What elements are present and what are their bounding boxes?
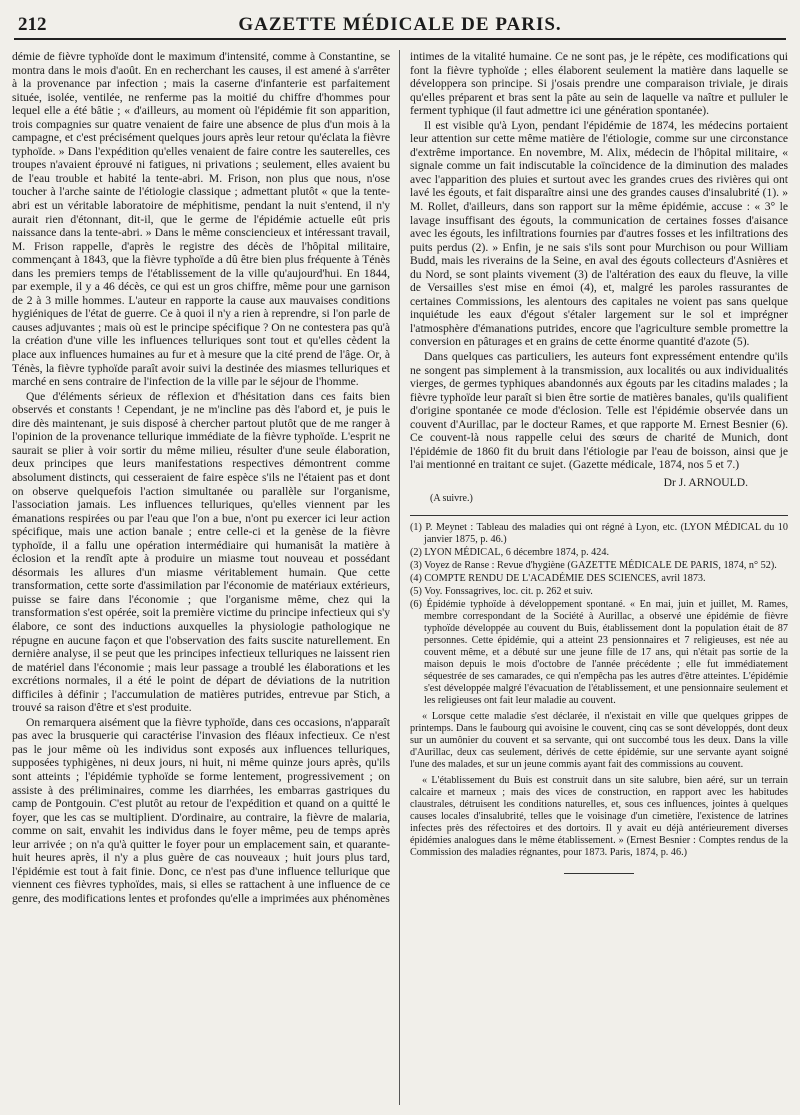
page-header <box>14 12 786 40</box>
paragraph: Il est visible qu'à Lyon, pendant l'épidémie de 1874, les médecins portaient leur attention sur cette même matière de l'étiologie, comme sur une circonstance d'extrême importance. En novembre, M. Alix, médecin de l'hôpital militaire, « signale comme un fait indiscutable la coïncidence de la diminution des malades avec l'apparition des pluies et surtout avec les grandes crues des rivières qui ont lavé les égouts, et fait disparaître ainsi une des grandes causes d'insalubrité (1). » M. Rollet, d'ailleurs, dans son rapport sur la même épidémie, accuse : « 3° le lavage insuffisant des égouts, la communication de certaines fosses d'aisance avec les égouts, les infiltrations fournies par d'autres fosses et les infiltrations des puits perdus (2). » Enfin, je ne sais s'ils sont pour Murchison ou pour William Budd, mais les riverains de la Seine, en aval des égouts collecteurs d'Asnières et du Nord, se sont plaints vivement (3) de l'altération des eaux du fleuve, la ville de Versailles s'est mise en émoi (4), et, malgré les paroles rassurantes de certaines Commissions, les alentours des capitales ne voient pas sans quelque inquiétude les eaux d'égout s'étaler largement sur le sol et imprégner l'atmosphère d'émanations putrides, encore que l'agriculture semble promettre la conversion en pâturages et en grains de cette énorme quantité d'azote (5). <box>410 118 788 349</box>
column-divider <box>399 50 400 1105</box>
paragraph: On remarquera aisément que la fièvre typhoïde, dans ces occasions, n'apparaît pas avec la brusquerie qui caractérise l'invasion des fléaux infectieux. Ce n'est pas le jour même où les individus sont exposés aux influences telluriques, supposées typhigènes, ni deux jours, ni huit, ni même quinze jours après, qu'ils sont atteints ; l'épidémie typhoïde se forme lentement, progressivement ; on assiste à des préliminaires, comme les diarrhées, les embarras gastriques du camp de Pontgouin. C'est plutôt au retour de l'expédition et quand on a quitté le foyer, que les cas se multiplient. D'ordinaire, au contraire, la fièvre de malaria, comme on sait, envahit les individus dans le foyer même, peu de temps après leur arrivée ; on n'a qu'à quitter le foyer pour un emplacement sain, et quarante-huit heures après, il n'y a plus guère de cas nouveaux ; huit jours plus tard, l'épidémie est tout à fait finie. Donc, ce n'est pas d'une influence tellurique que viennent ces fièvres typhoïdes, mais, si elles se rattachent à une influence de ce genre, des modifications lentes et profondes qu'elle a imprimées aux phénomènes <box>12 715 390 905</box>
paragraph: démie de fièvre typhoïde dont le maximum d'intensité, comme à Constantine, se montra dans le mois d'août. En en recherchant les causes, il est amené à s'arrêter à la provenance par infection ; mais la caserne d'infanterie est parfaitement située, isolée, ventilée, ne renferme pas la moitié du chiffre d'hommes pour lequel elle a été bâtie ; « d'ailleurs, au moment où l'épidémie fit son apparition, trois compagnies sur quatre venaient de faire une absence de plus d'un mois à la campagne, et c'est précisément quelques jours après leur retour qu'éclata la fièvre typhoïde. » Dans l'expédition qu'elles venaient de faire contre les sauterelles, ces troupes n'avaient éprouvé ni fatigues, ni privations ; seulement, elles avaient bu de l'eau trouble et habité la tente-abri. M. Frison, non plus que nous, n'ose toucher à l'arche sainte de l'étiologie classique ; admettant plutôt « que la tente-abri est un véritable laboratoire de méphitisme, pendant la nuit s'entend, il n'y aurait rien d'étonnant, dit-il, que le germe de l'épidémie actuelle eût pris naissance dans la tente-abri. » Dans le même consciencieux et intéressant travail, M. Frison rappelle, d'après le registre des décès de l'hôpital militaire, commençant à 1843, que la fièvre typhoïde a dû être bien plus fréquente à Ténès dans les premiers temps de l'établissement de la ville qu'aujourd'hui. En 1844, par exemple, il y a 46 décès, ce qui est un gros chiffre, même pour une garnison de 2 à 3 mille hommes. L'auteur en rapporte la cause aux mauvaises conditions hygiéniques de l'état de guerre. Ce à quoi il n'y a rien à reprendre, si l'on parle de causes adjuvantes ; mais où est le principe spécifique ? On ne contestera pas qu'à la création d'une ville les influences telluriques sont tout et qu'elles cèdent la place aux influences humaines au fur et à mesure que la cité prend de l'âge. Or, à Ténès, la fièvre typhoïde paraît avoir suivi la destinée des miasmes telluriques et marché en sens contraire de l'infection de la ville par le séjour de l'homme. <box>12 50 390 389</box>
paragraph: Que d'éléments sérieux de réflexion et d'hésitation dans ces faits bien observés et constants ! Cependant, je ne m'incline pas dès l'abord et, je puis le dire dès maintenant, je suis disposé à chercher partout plutôt que de me ranger à l'opinion de la provenance tellurique immédiate de la fièvre typhoïde. L'esprit ne saurait se plier à voir sortir du même milieu, résulter d'une seule élaboration, deux principes que leurs manifestations respectives démontrent comme absolument distincts, qui cesseraient de faire espèce s'ils ne l'étaient pas et dont on observe quelquefois l'action simultanée ou parallèle sur l'organisme, l'association jamais. Les influences telluriques, qu'elles viennent par les émanations respirées ou par l'eau que l'on a bue, n'ont pu exercer ici leur action spécifique, mais une action banale ; entre celle-ci et la genèse de la fièvre typhoïde, il a fallu une opération intermédiaire qui humanisât la matière à éclosion et la rendît apte à produire un miasme tout nouveau et possédant désormais les allures d'un miasme véritablement humain. Que cette transformation, cette sorte d'assimilation par l'économie de matériaux extérieurs, puisse se faire dans l'économie ; que l'organisme même, chez qui la transformation s'est opérée, soit la première victime du principe infectieux qui s'y élabore, ce sont des inductions auxquelles la physiologie pathologique ne répugne en aucune façon et que l'observation des faits suscite naturellement. En dernière analyse, il se peut que les principes infectieux telluriques ne laissent rien de matériel dans l'économie ; mais leur passage a troublé les élaborations et les excrétions normales, il a été le point de départ de déviations de la nutrition difficiles à définir ; l'accumulation de matières putrides, entrevue par Stich, a trouvé sa raison d'être et s'est produite. <box>12 389 390 715</box>
footnote-divider <box>410 515 788 516</box>
paragraph: Dans quelques cas particuliers, les auteurs font expressément entendre qu'ils ne songent pas simplement à la transmission, aux localités ou aux individualités vierges, de germes typhiques abandonnés aux égouts par les citadins malades ; la fièvre typhoïde leur paraît si bien être sortie de matières banales, qu'ils qualifient d'origine spontanée ce mode d'éclosion. Telle est l'épidémie observée dans un couvent d'Aurillac, par le docteur Rames, et que rapporte M. Ernest Besnier (6). Ce couvent-là nous rappelle celui des sœurs de charité de Munich, dont l'épidémie de 1860 fit du bruit dans l'étiologie par l'eau de boisson, ainsi que je l'ai mentionné en traitant ce sujet. (Gazette médicale, 1874, nos 5 et 7.) <box>410 350 788 472</box>
footnote: (3) Voyez de Ranse : Revue d'hygiène (GAZETTE MÉDICALE DE PARIS, 1874, n° 52). <box>410 560 777 572</box>
left-column <box>12 50 390 1105</box>
page-number: 212 <box>18 14 47 35</box>
footnote: (5) Voy. Fonssagrives, loc. cit. p. 262 et suiv. <box>410 586 593 598</box>
footnote-quote: « L'établissement du Buis est construit dans un site salubre, bien aéré, sur un terrain calcaire et marneux ; mais des vices de construction, en rapport avec les habitudes claustrales, détruisent les conditions naturelles, et, sous ces influences, jointes à quelques causes locales d'insalubrité, telles que le voisinage d'un cimetière, l'existence de latrines infectes près des réfectoires et des dortoirs. Il y avait eu déjà antérieurement diverses épidémies analogues dans le même établissement. » (Ernest Besnier : Comptes rendus de la Commission des maladies régnantes, pour 1873. Paris, 1874, p. 46.) <box>410 775 788 859</box>
right-column <box>410 50 788 1105</box>
journal-title: GAZETTE MÉDICALE DE PARIS. <box>238 14 562 35</box>
footnote-quote: « Lorsque cette maladie s'est déclarée, il n'existait en ville que quelques grippes de printemps. Dans le faubourg qui avoisine le couvent, cinq cas se sont développés, dont deux sur un aumônier du couvent et sa servante, qui ont succombé tous les deux. Dans la ville d'Aurillac, deux cas seulement, dérivés de cette épidémie, sur une servante ayant soigné l'une des malades, et sur un jeune commis ayant fait des commissions au couvent. <box>410 711 788 771</box>
footnote: (4) COMPTE RENDU DE L'ACADÉMIE DES SCIENCES, avril 1873. <box>410 573 706 585</box>
paragraph: intimes de la vitalité humaine. Ce ne sont pas, je le répète, ces modifications qui font la fièvre typhoïde ; elles élaborent seulement la matière dans laquelle se développera son principe. Si j'osais prendre une comparaison triviale, je dirais qu'elles préparent et bras sent la pâte au sein de laquelle va naître et pulluler le ferment typhique (il faut admettre ici une génération spontanée). <box>410 50 788 118</box>
to-be-continued: (A suivre.) <box>430 492 473 504</box>
footnote: (1) P. Meynet : Tableau des maladies qui ont régné à Lyon, etc. (LYON MÉDICAL du 10 janvier 1875, p. 46.) <box>410 522 788 546</box>
author-signature: Dr J. ARNOULD. <box>663 475 748 489</box>
footnote: (6) Épidémie typhoïde à développement spontané. « En mai, juin et juillet, M. Rames, membre correspondant de la Société à Aurillac, a observé une épidémie de fièvre typhoïde développée au couvent du Buis, établissement dont la population était de 87 personnes. Cette épidémie, qui a atteint 23 pensionnaires et 7 religieuses, est née au couvent même, et a débuté sur une jeune fille de 17 ans, qui n'était pas sortie de la maison depuis le mois d'octobre de l'année précédente ; elle fut immédiatement séquestrée de ses camarades, ce qui n'empêcha pas les autres d'être atteintes. L'épidémie s'est développée malgré l'évacuation de l'établissement, et une pensionnaire seulement et les religieuses ont fait leur maladie au couvent. <box>410 599 788 707</box>
footnote: (2) LYON MÉDICAL, 6 décembre 1874, p. 424. <box>410 547 610 559</box>
end-rule <box>564 873 634 874</box>
footnotes <box>410 522 788 874</box>
